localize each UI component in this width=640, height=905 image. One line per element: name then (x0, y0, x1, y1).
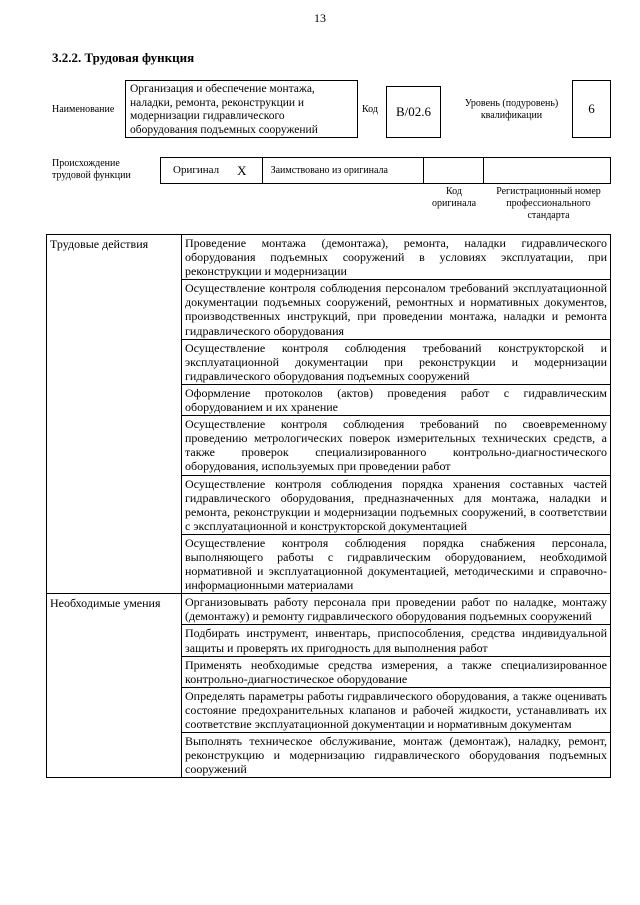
code-label: Код (362, 104, 378, 115)
table-cell: Организовывать работу персонала при проведении работ по наладке, монтажу (демонтажу) и ремонту гидравлического оборудования подъемных сооружений (182, 594, 611, 625)
section-header-actions: Трудовые действия (47, 235, 182, 594)
table-cell: Выполнять техническое обслуживание, монтаж (демонтаж), наладку, ремонт, реконструкцию и модернизацию гидравлического оборудования подъемных сооружений (182, 733, 611, 778)
function-table (46, 234, 611, 778)
table-row (47, 594, 611, 625)
origin-table (160, 157, 611, 184)
table-cell: Осуществление контроля соблюдения порядка снабжения персонала, выполняющего работы с гидравлическим оборудованием, необходимой нормативной и эксплуатационной документацией, методическими и справочно-информационными материалами (182, 534, 611, 593)
table-row (47, 235, 611, 280)
borrowed-label: Заимствовано из оригинала (263, 158, 424, 183)
level-label: Уровень (подуровень) квалификации (464, 98, 559, 121)
origin-original-cell (161, 158, 263, 183)
original-label: Оригинал (173, 164, 220, 176)
table-cell: Применять необходимые средства измерения, а также специализированное контрольно-диагностическое оборудование (182, 656, 611, 687)
section-header-skills: Необходимые умения (47, 594, 182, 778)
table-cell: Осуществление контроля соблюдения требований конструкторской и эксплуатационной документации при реконструкции и модернизации гидравлического оборудования подъемных сооружений (182, 339, 611, 384)
table-cell: Проведение монтажа (демонтажа), ремонта, наладки гидравлического оборудования подъемных сооружений в условиях эксплуатации, при реконструкции и модернизации (182, 235, 611, 280)
table-cell: Определять параметры работы гидравлического оборудования, а также оценивать состояние предохранительных клапанов и рабочей жидкости, устанавливать их соответствие эксплуатационной документации и нормативным документам (182, 687, 611, 732)
table-cell: Осуществление контроля соблюдения требований по своевременному проведению метрологических поверок измерительных технических средств, а также проверок специализированного контрольно-диагностического оборудования, используемых при проведении работ (182, 416, 611, 475)
caption-reg: Регистрационный номер профессионального стандарта (496, 186, 601, 221)
section-title: 3.2.2. Трудовая функция (52, 50, 195, 65)
origin-code-cell (424, 158, 484, 183)
table-cell: Оформление протоколов (актов) проведения работ с гидравлическим оборудованием и их хранение (182, 384, 611, 415)
function-name: Организация и обеспечение монтажа, наладки, ремонта, реконструкции и модернизации гидравлического оборудования подъемных сооружений (125, 80, 358, 138)
origin-reg-cell (484, 158, 610, 183)
function-code: B/02.6 (386, 86, 441, 138)
qualification-level: 6 (572, 80, 611, 138)
origin-label: Происхождение трудовой функции (52, 158, 131, 181)
table-cell: Осуществление контроля соблюдения персоналом требований эксплуатационной документации подъемных сооружений, ремонтных и нормативных документов, производственных инструкций, при проведении монтажа, наладки и ремонта гидравлического оборудования (182, 280, 611, 339)
name-label: Наименование (52, 104, 115, 115)
caption-code: Код оригинала (431, 186, 477, 209)
table-cell: Осуществление контроля соблюдения порядка хранения составных частей гидравлического оборудования, предназначенных для монтажа, наладки и ремонта, реконструкции и модернизации подъемных сооружений, в соответствии с эксплуатационной и конструкторской документацией (182, 475, 611, 534)
page-number: 13 (314, 11, 326, 25)
table-cell: Подбирать инструмент, инвентарь, приспособления, средства индивидуальной защиты и проверять их пригодность для выполнения работ (182, 625, 611, 656)
original-mark: X (237, 163, 247, 178)
